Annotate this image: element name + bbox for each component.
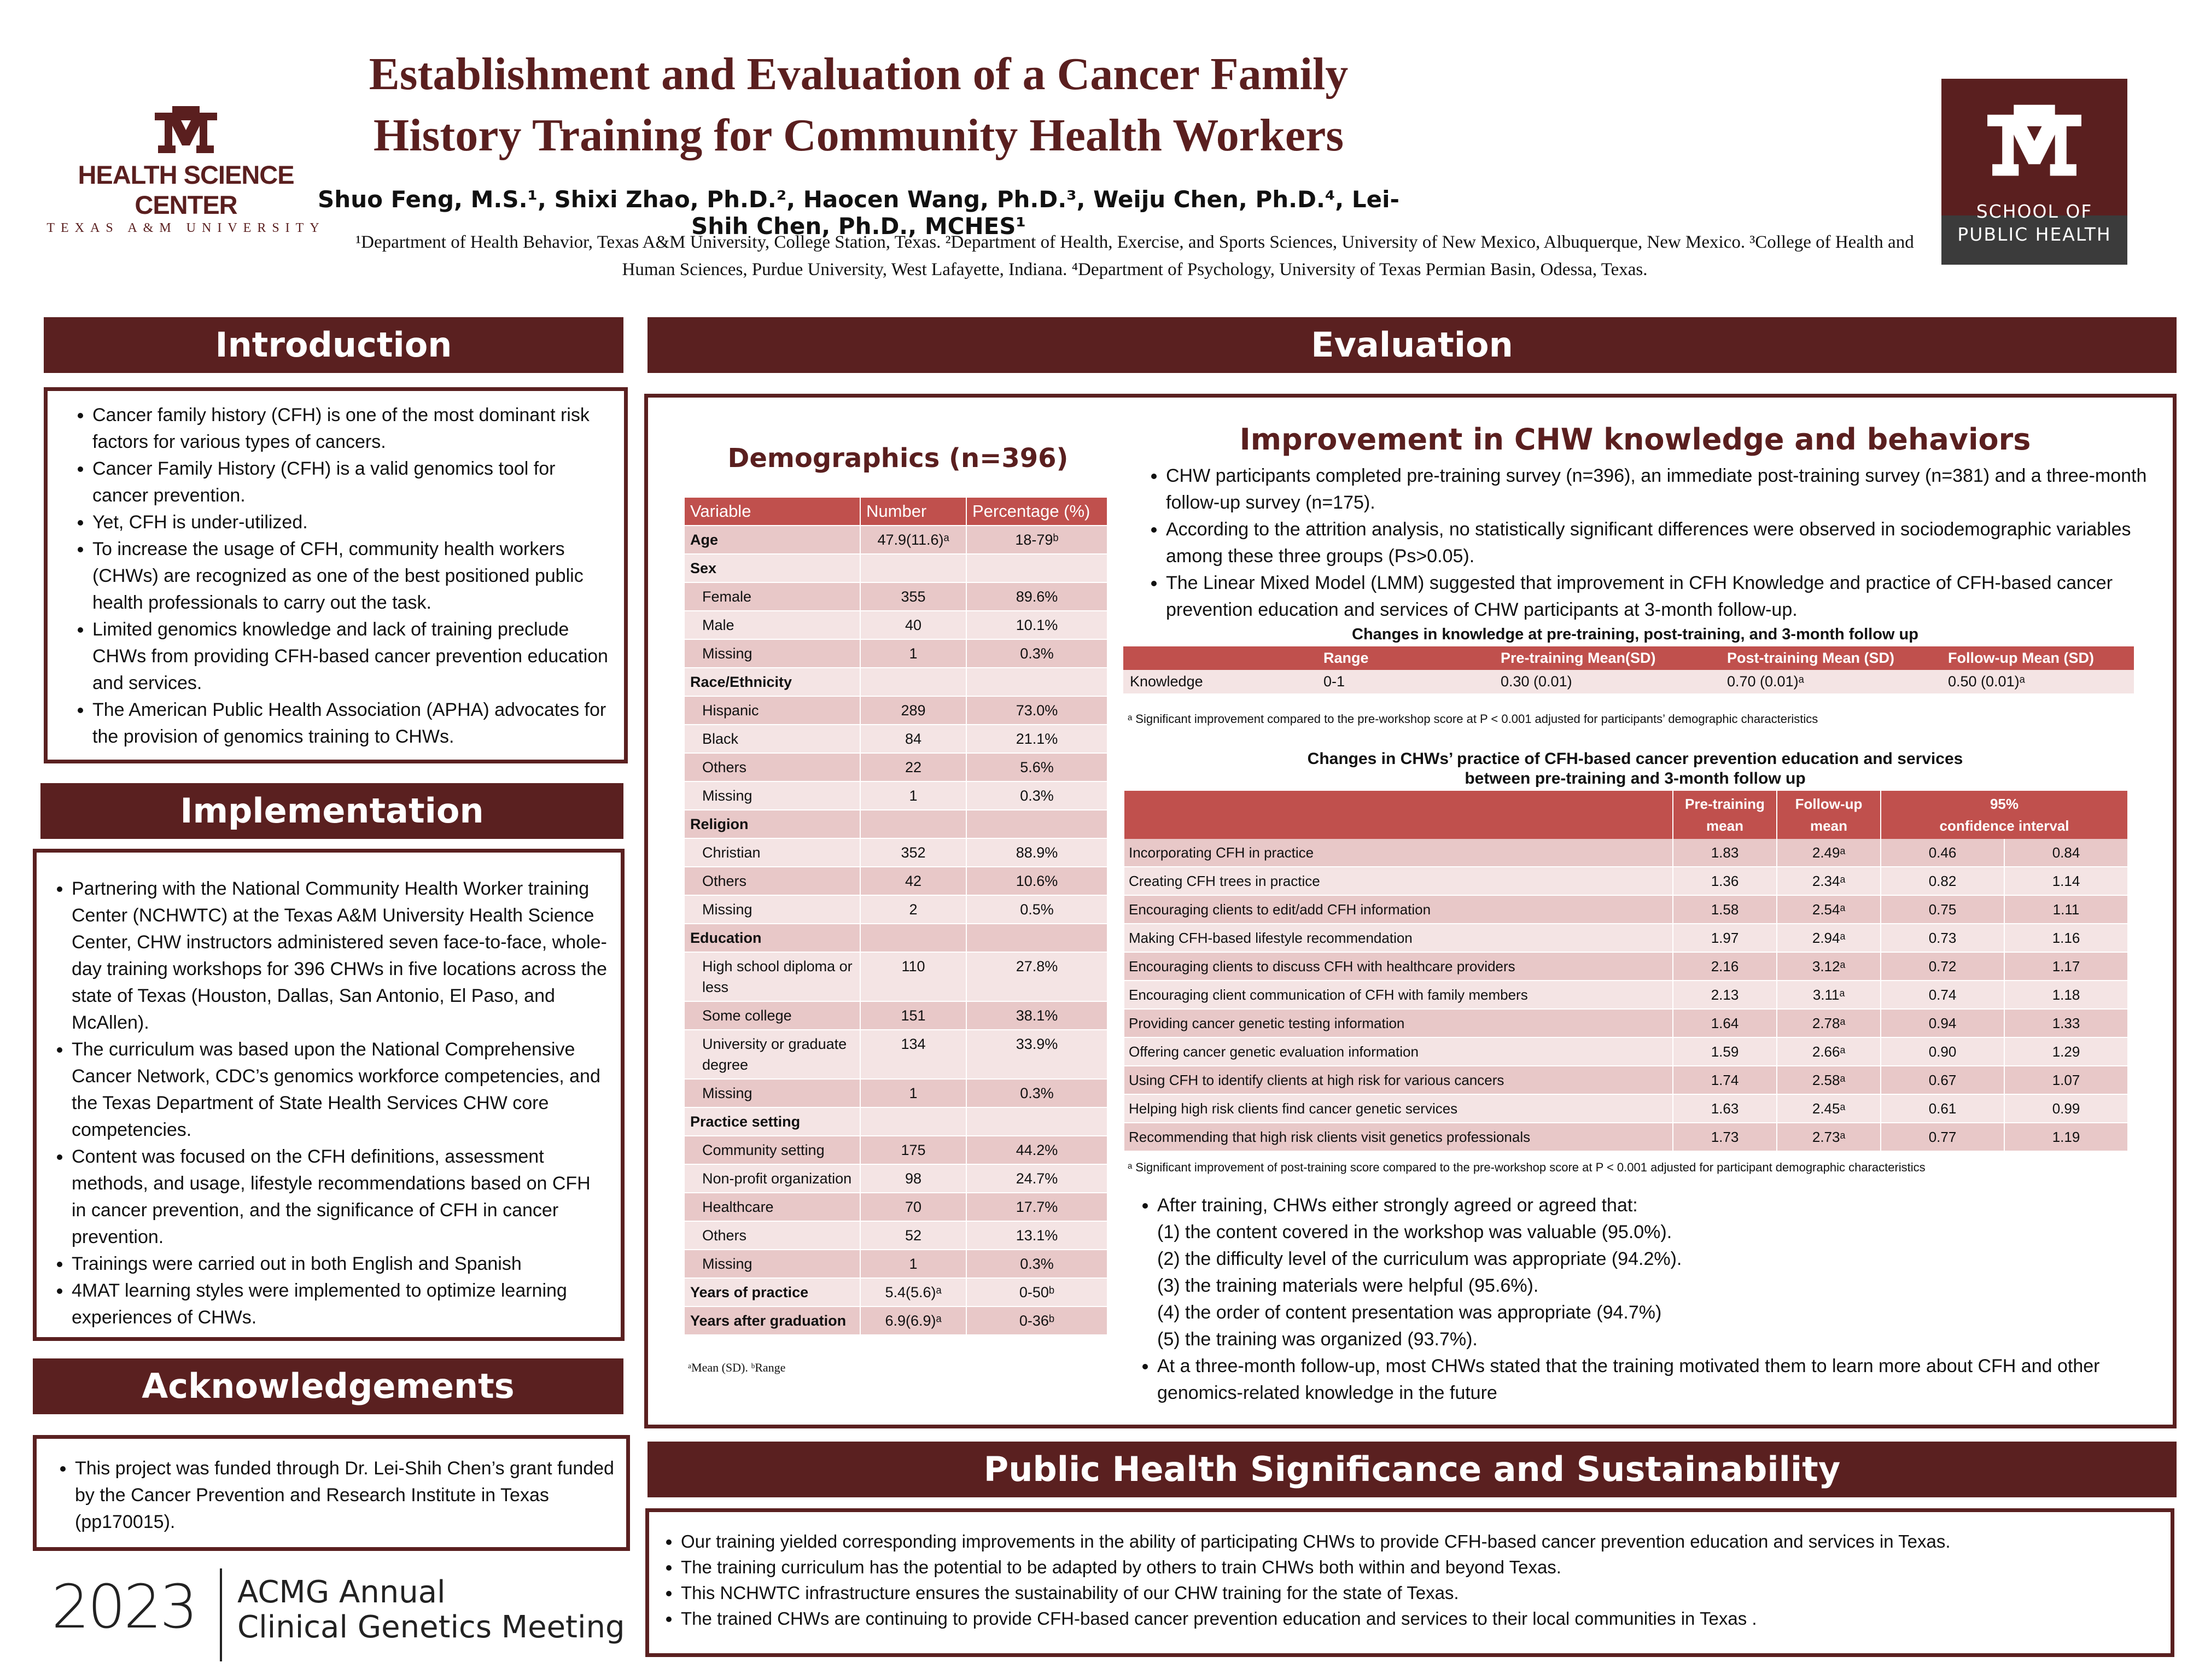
knowledge-table-title: Changes in knowledge at pre-training, post-training, and 3-month follow up bbox=[1352, 626, 1918, 643]
cell: Creating CFH trees in practice bbox=[1124, 867, 1673, 895]
header-text: Follow-up bbox=[1795, 796, 1863, 812]
cell: 289 bbox=[860, 696, 966, 725]
cell: 0.61 bbox=[1881, 1094, 2004, 1123]
cell: 1.83 bbox=[1673, 839, 1777, 867]
cell: Christian bbox=[685, 838, 860, 867]
cell: 98 bbox=[860, 1164, 966, 1193]
knowledge-footnote: ᵃ Significant improvement compared to the pre-workshop score at P < 0.001 adjusted for participants’ demographic characteristics bbox=[1128, 712, 1818, 726]
cell bbox=[966, 668, 1107, 696]
table-row bbox=[1124, 924, 2128, 952]
demographics-footnote: ᵃMean (SD). ᵇRange bbox=[688, 1361, 786, 1374]
after-item: (1) the content covered in the workshop was valuable (95.0%). bbox=[1157, 1222, 1672, 1242]
cell: 1.73 bbox=[1673, 1123, 1777, 1151]
after-item: (3) the training materials were helpful (95.6%). bbox=[1157, 1275, 1539, 1296]
table-row bbox=[685, 611, 1107, 639]
cell: Incorporating CFH in practice bbox=[1124, 839, 1673, 867]
cell: 1 bbox=[860, 1250, 966, 1278]
cell: 1.97 bbox=[1673, 924, 1777, 952]
table-row bbox=[1124, 1123, 2128, 1151]
table-row bbox=[685, 554, 1107, 582]
significance-list bbox=[649, 1529, 2160, 1631]
tamu-text: TEXAS A&M UNIVERSITY bbox=[46, 221, 325, 235]
improvement-list bbox=[1138, 463, 2172, 623]
cell: 0.74 bbox=[1881, 981, 2004, 1009]
cell: 0.90 bbox=[1881, 1037, 2004, 1066]
cell bbox=[860, 924, 966, 952]
table-row bbox=[685, 1193, 1107, 1221]
header-text: Pre-training bbox=[1685, 796, 1765, 812]
cell: 1.59 bbox=[1673, 1037, 1777, 1066]
cell: 40 bbox=[860, 611, 966, 639]
after-item: (5) the training was organized (93.7%). bbox=[1157, 1329, 1478, 1350]
cell: Others bbox=[685, 753, 860, 781]
table-row bbox=[1124, 1066, 2128, 1094]
cell: Missing bbox=[685, 639, 860, 668]
cell bbox=[966, 554, 1107, 582]
col-blank bbox=[1123, 646, 1317, 670]
cell: 0.67 bbox=[1881, 1066, 2004, 1094]
cell: 3.12ᵃ bbox=[1777, 952, 1881, 981]
cell: Age bbox=[685, 526, 860, 554]
list-item: • To increase the usage of CFH, community health workers (CHWs) are recognized as one of the best positioned public health professionals to carry out the task. bbox=[92, 536, 611, 616]
after-item: (2) the difficulty level of the curriculum was appropriate (94.2%). bbox=[1157, 1249, 1682, 1269]
cell: Offering cancer genetic evaluation information bbox=[1124, 1037, 1673, 1066]
col-post: Post-training Mean (SD) bbox=[1720, 646, 1941, 670]
cell: 2.73ᵃ bbox=[1777, 1123, 1881, 1151]
introduction-list bbox=[61, 402, 611, 750]
cell: 17.7% bbox=[966, 1193, 1107, 1221]
atm-logo-icon bbox=[150, 102, 221, 156]
cell: Community setting bbox=[685, 1136, 860, 1164]
cell: 73.0% bbox=[966, 696, 1107, 725]
hsc-text: HEALTH SCIENCE CENTER bbox=[78, 160, 294, 219]
table-row bbox=[685, 1278, 1107, 1306]
cell: Missing bbox=[685, 895, 860, 924]
list-item: • This NCHWTC infrastructure ensures the sustainability of our CHW training for the state of Texas. bbox=[681, 1580, 2160, 1606]
cell: Hispanic bbox=[685, 696, 860, 725]
list-item: • The trained CHWs are continuing to provide CFH-based cancer prevention education and services to their local communities in Texas . bbox=[681, 1606, 2160, 1631]
cell: 0.99 bbox=[2004, 1094, 2128, 1123]
cell: 110 bbox=[860, 952, 966, 1001]
cell: 10.6% bbox=[966, 867, 1107, 895]
cell: Non-profit organization bbox=[685, 1164, 860, 1193]
cell bbox=[860, 668, 966, 696]
list-item: • Partnering with the National Community Health Worker training Center (NCHWTC) at the Texas A&M University Health Science Center, CHW instructors administered seven face-to-face, whole-day training workshops for 396 CHWs in five locations across the state of Texas (Houston, Dallas, San Antonio, El Paso, and McAllen). bbox=[72, 876, 610, 1036]
header-text: confidence interval bbox=[1939, 818, 2069, 834]
table-row bbox=[1123, 670, 2134, 693]
implementation-heading: Implementation bbox=[40, 783, 623, 839]
table-row bbox=[685, 526, 1107, 554]
meeting-name bbox=[237, 1575, 625, 1645]
cell: 0.3% bbox=[966, 1079, 1107, 1107]
cell: 0.3% bbox=[966, 1250, 1107, 1278]
cell: 1 bbox=[860, 781, 966, 810]
cell: 89.6% bbox=[966, 582, 1107, 611]
cell: Sex bbox=[685, 554, 860, 582]
cell: 2.54ᵃ bbox=[1777, 895, 1881, 924]
cell: 3.11ᵃ bbox=[1777, 981, 1881, 1009]
practice-table-title bbox=[1127, 749, 2144, 789]
cell: 2.13 bbox=[1673, 981, 1777, 1009]
cell: 2.94ᵃ bbox=[1777, 924, 1881, 952]
cell: 52 bbox=[860, 1221, 966, 1250]
cell: 0.30 (0.01) bbox=[1494, 670, 1720, 693]
cell bbox=[966, 1107, 1107, 1136]
cell: 70 bbox=[860, 1193, 966, 1221]
cell: 0.73 bbox=[1881, 924, 2004, 952]
col-item bbox=[1124, 791, 1673, 839]
meeting-line1: ACMG Annual bbox=[237, 1574, 446, 1610]
cell: 0-50ᵇ bbox=[966, 1278, 1107, 1306]
cell: 1 bbox=[860, 1079, 966, 1107]
poster-title: Establishment and Evaluation of a Cancer Family History Training for Community Health Workers bbox=[369, 49, 1349, 161]
cell bbox=[966, 924, 1107, 952]
table-row bbox=[685, 582, 1107, 611]
table-row bbox=[685, 781, 1107, 810]
practice-table bbox=[1124, 791, 2128, 1152]
cell: 2.66ᵃ bbox=[1777, 1037, 1881, 1066]
cell: 1.07 bbox=[2004, 1066, 2128, 1094]
cell: 44.2% bbox=[966, 1136, 1107, 1164]
list-item: • The training curriculum has the potential to be adapted by others to train CHWs both within and beyond Texas. bbox=[681, 1554, 2160, 1580]
after-training-list bbox=[1131, 1192, 2174, 1407]
cell: 0-36ᵇ bbox=[966, 1306, 1107, 1335]
table-row bbox=[685, 753, 1107, 781]
list-item: • This project was funded through Dr. Lei-Shih Chen’s grant funded by the Cancer Prevention and Research Institute in Texas (pp170015). bbox=[75, 1455, 615, 1536]
cell: 355 bbox=[860, 582, 966, 611]
cell: 1.63 bbox=[1673, 1094, 1777, 1123]
table-row bbox=[1124, 952, 2128, 981]
demographics-title: Demographics (n=396) bbox=[727, 443, 1069, 474]
table-row bbox=[685, 867, 1107, 895]
table-row bbox=[685, 1107, 1107, 1136]
meeting-divider bbox=[220, 1568, 222, 1661]
col-variable: Variable bbox=[685, 498, 860, 526]
cell: 2.16 bbox=[1673, 952, 1777, 981]
list-item: • 4MAT learning styles were implemented to optimize learning experiences of CHWs. bbox=[72, 1278, 610, 1331]
cell: 18-79ᵇ bbox=[966, 526, 1107, 554]
list-item: • The curriculum was based upon the National Comprehensive Cancer Network, CDC’s genomics workforce competencies, and the Texas Department of State Health Services CHW core competencies. bbox=[72, 1036, 610, 1144]
table-row bbox=[1124, 867, 2128, 895]
list-item: • The Linear Mixed Model (LMM) suggested that improvement in CFH Knowledge and practice of CFH-based cancer prevention education and services of CHW participants at 3-month follow-up. bbox=[1166, 570, 2172, 623]
practice-footnote: ᵃ Significant improvement of post-training score compared to the pre-workshop score at P < 0.001 adjusted for participant demographic characteristics bbox=[1128, 1160, 1926, 1174]
cell: 0-1 bbox=[1317, 670, 1494, 693]
list-item: • Cancer family history (CFH) is one of the most dominant risk factors for various types of cancers. bbox=[92, 402, 611, 456]
cell: 2.34ᵃ bbox=[1777, 867, 1881, 895]
cell: 175 bbox=[860, 1136, 966, 1164]
list-item: • Our training yielded corresponding improvements in the ability of participating CHWs to provide CFH-based cancer prevention education and services in Texas. bbox=[681, 1529, 2160, 1554]
cell: 88.9% bbox=[966, 838, 1107, 867]
cell: 38.1% bbox=[966, 1001, 1107, 1030]
col-pre-mean bbox=[1673, 791, 1777, 839]
cell: 1.18 bbox=[2004, 981, 2128, 1009]
cell: 352 bbox=[860, 838, 966, 867]
cell: 2 bbox=[860, 895, 966, 924]
cell bbox=[860, 1107, 966, 1136]
cell: University or graduate degree bbox=[685, 1030, 860, 1079]
acmg-meeting-logo bbox=[51, 1568, 625, 1667]
cell: 0.82 bbox=[1881, 867, 2004, 895]
cell: 0.84 bbox=[2004, 839, 2128, 867]
cell: 2.78ᵃ bbox=[1777, 1009, 1881, 1037]
affiliations bbox=[355, 229, 1914, 283]
col-pre: Pre-training Mean(SD) bbox=[1494, 646, 1720, 670]
table-row bbox=[685, 696, 1107, 725]
demographics-rows bbox=[685, 526, 1107, 1335]
list-item: • CHW participants completed pre-training survey (n=396), an immediate post-training survey (n=381) and a three-month follow-up survey (n=175). bbox=[1166, 463, 2172, 516]
evaluation-heading: Evaluation bbox=[648, 317, 2177, 373]
cell: 0.3% bbox=[966, 639, 1107, 668]
cell: Knowledge bbox=[1123, 670, 1317, 693]
sph-line1: SCHOOL OF bbox=[1976, 201, 2093, 222]
table-row bbox=[1124, 1009, 2128, 1037]
table-row bbox=[685, 639, 1107, 668]
table-row bbox=[685, 952, 1107, 1001]
col-followup: Follow-up Mean (SD) bbox=[1941, 646, 2134, 670]
atm-logo-icon bbox=[1981, 93, 2088, 186]
list-item: • Trainings were carried out in both English and Spanish bbox=[72, 1251, 610, 1278]
cell: Recommending that high risk clients visit genetics professionals bbox=[1124, 1123, 1673, 1151]
cell: 33.9% bbox=[966, 1030, 1107, 1079]
knowledge-table bbox=[1123, 646, 2134, 693]
table-row bbox=[685, 924, 1107, 952]
col-ci bbox=[1881, 791, 2128, 839]
cell: Providing cancer genetic testing information bbox=[1124, 1009, 1673, 1037]
cell: 1.36 bbox=[1673, 867, 1777, 895]
cell: Encouraging client communication of CFH with family members bbox=[1124, 981, 1673, 1009]
cell: 13.1% bbox=[966, 1221, 1107, 1250]
introduction-heading: Introduction bbox=[44, 317, 623, 373]
cell: Missing bbox=[685, 1250, 860, 1278]
cell bbox=[860, 554, 966, 582]
col-followup-mean bbox=[1777, 791, 1881, 839]
practice-title-line2: between pre-training and 3-month follow up bbox=[1465, 769, 1806, 788]
cell: 42 bbox=[860, 867, 966, 895]
cell: 151 bbox=[860, 1001, 966, 1030]
list-item bbox=[1157, 1192, 2174, 1353]
cell: Years after graduation bbox=[685, 1306, 860, 1335]
affiliations-text: ¹Department of Health Behavior, Texas A&M University, College Station, Texas. ²Department of Health, Exercise, and Sports Sciences, University of New Mexico, Albuquerque, New Mexico. ³College of Health and Human Sciences, Purdue University, West Lafayette, Indiana. ⁴Department of Psychology, University of Texas Permian Basin, Odessa, Texas. bbox=[355, 232, 1914, 279]
sph-line2: PUBLIC HEALTH bbox=[1957, 224, 2111, 245]
school-of-public-health-logo bbox=[1941, 79, 2127, 265]
acknowledgements-box bbox=[33, 1435, 630, 1551]
table-row bbox=[685, 1001, 1107, 1030]
acknowledgements-list bbox=[43, 1455, 615, 1536]
cell: 2.45ᵃ bbox=[1777, 1094, 1881, 1123]
table-row bbox=[685, 1030, 1107, 1079]
acknowledgements-heading: Acknowledgements bbox=[33, 1358, 623, 1414]
cell bbox=[966, 810, 1107, 838]
cell: 21.1% bbox=[966, 725, 1107, 753]
cell: 1.29 bbox=[2004, 1037, 2128, 1066]
cell: Female bbox=[685, 582, 860, 611]
table-row bbox=[1124, 1094, 2128, 1123]
cell: 0.50 (0.01)ᵃ bbox=[1941, 670, 2134, 693]
significance-heading: Public Health Significance and Sustainability bbox=[648, 1442, 2177, 1497]
cell: 134 bbox=[860, 1030, 966, 1079]
author-list: Shuo Feng, M.S.¹, Shixi Zhao, Ph.D.², Haocen Wang, Ph.D.³, Weiju Chen, Ph.D.⁴, Lei-Shih Chen, Ph.D., MCHES¹ bbox=[318, 186, 1399, 240]
cell: Education bbox=[685, 924, 860, 952]
table-row bbox=[685, 725, 1107, 753]
cell: 1.33 bbox=[2004, 1009, 2128, 1037]
table-row bbox=[685, 810, 1107, 838]
list-item: • The American Public Health Association (APHA) advocates for the provision of genomics training to CHWs. bbox=[92, 697, 611, 750]
practice-rows bbox=[1124, 839, 2128, 1151]
cell: Male bbox=[685, 611, 860, 639]
cell: Years of practice bbox=[685, 1278, 860, 1306]
list-item: • Content was focused on the CFH definitions, assessment methods, and usage, lifestyle recommendations based on CFH in cancer prevention, and the significance of CFH in cancer prevention. bbox=[72, 1144, 610, 1251]
cell: Race/Ethnicity bbox=[685, 668, 860, 696]
cell: 5.6% bbox=[966, 753, 1107, 781]
significance-box bbox=[645, 1508, 2174, 1657]
meeting-line2: Clinical Genetics Meeting bbox=[237, 1609, 625, 1645]
cell: 0.5% bbox=[966, 895, 1107, 924]
introduction-box bbox=[44, 387, 628, 763]
cell: 84 bbox=[860, 725, 966, 753]
header-text: 95% bbox=[1990, 796, 2019, 812]
cell: 1.58 bbox=[1673, 895, 1777, 924]
cell: 0.75 bbox=[1881, 895, 2004, 924]
implementation-box bbox=[33, 849, 625, 1341]
cell: 0.3% bbox=[966, 781, 1107, 810]
cell: 1.14 bbox=[2004, 867, 2128, 895]
cell: 1.19 bbox=[2004, 1123, 2128, 1151]
list-item: • Limited genomics knowledge and lack of training preclude CHWs from providing CFH-based cancer prevention education and services. bbox=[92, 616, 611, 697]
cell: Some college bbox=[685, 1001, 860, 1030]
cell: 1.64 bbox=[1673, 1009, 1777, 1037]
list-item: • Cancer Family History (CFH) is a valid genomics tool for cancer prevention. bbox=[92, 456, 611, 509]
list-item: • Yet, CFH is under-utilized. bbox=[92, 509, 611, 536]
cell: 1.17 bbox=[2004, 952, 2128, 981]
sph-text bbox=[1941, 200, 2127, 246]
cell: Missing bbox=[685, 781, 860, 810]
cell: 2.49ᵃ bbox=[1777, 839, 1881, 867]
table-row bbox=[685, 1250, 1107, 1278]
cell: 47.9(11.6)ᵃ bbox=[860, 526, 966, 554]
health-science-center-logo bbox=[44, 102, 328, 235]
cell: 0.77 bbox=[1881, 1123, 2004, 1151]
cell: Helping high risk clients find cancer genetic services bbox=[1124, 1094, 1673, 1123]
cell: 0.72 bbox=[1881, 952, 2004, 981]
cell: 10.1% bbox=[966, 611, 1107, 639]
cell: 0.94 bbox=[1881, 1009, 2004, 1037]
list-item: • At a three-month follow-up, most CHWs stated that the training motivated them to learn more about CFH and other genomics-related knowledge in the future bbox=[1157, 1353, 2174, 1407]
table-row bbox=[1124, 1037, 2128, 1066]
after-item: (4) the order of content presentation was appropriate (94.7%) bbox=[1157, 1302, 1662, 1323]
cell: Encouraging clients to edit/add CFH information bbox=[1124, 895, 1673, 924]
cell: High school diploma or less bbox=[685, 952, 860, 1001]
implementation-list bbox=[40, 876, 610, 1331]
table-row bbox=[685, 838, 1107, 867]
cell: Making CFH-based lifestyle recommendation bbox=[1124, 924, 1673, 952]
table-row bbox=[685, 668, 1107, 696]
list-item: • According to the attrition analysis, no statistically significant differences were observed in sociodemographic variables among these three groups (Ps>0.05). bbox=[1166, 516, 2172, 570]
cell: 0.70 (0.01)ᵃ bbox=[1720, 670, 1941, 693]
cell: 27.8% bbox=[966, 952, 1107, 1001]
cell: 5.4(5.6)ᵃ bbox=[860, 1278, 966, 1306]
table-row bbox=[1124, 839, 2128, 867]
cell: 1 bbox=[860, 639, 966, 668]
cell bbox=[860, 810, 966, 838]
cell: Practice setting bbox=[685, 1107, 860, 1136]
cell: 6.9(6.9)ᵃ bbox=[860, 1306, 966, 1335]
cell: Black bbox=[685, 725, 860, 753]
table-row bbox=[685, 1164, 1107, 1193]
cell: 0.46 bbox=[1881, 839, 2004, 867]
cell: Using CFH to identify clients at high risk for various cancers bbox=[1124, 1066, 1673, 1094]
table-row bbox=[685, 1221, 1107, 1250]
table-row bbox=[685, 1079, 1107, 1107]
cell: 1.16 bbox=[2004, 924, 2128, 952]
cell: 24.7% bbox=[966, 1164, 1107, 1193]
cell: 2.58ᵃ bbox=[1777, 1066, 1881, 1094]
table-row bbox=[1124, 895, 2128, 924]
cell: 22 bbox=[860, 753, 966, 781]
cell: Healthcare bbox=[685, 1193, 860, 1221]
cell: Encouraging clients to discuss CFH with healthcare providers bbox=[1124, 952, 1673, 981]
cell: Religion bbox=[685, 810, 860, 838]
col-number: Number bbox=[860, 498, 966, 526]
after-bullet-text: • After training, CHWs either strongly agreed or agreed that: bbox=[1157, 1195, 1638, 1216]
cell: Missing bbox=[685, 1079, 860, 1107]
col-percentage: Percentage (%) bbox=[966, 498, 1107, 526]
table-row bbox=[1124, 981, 2128, 1009]
header-text: mean bbox=[1810, 818, 1847, 834]
cell: Others bbox=[685, 867, 860, 895]
table-row bbox=[685, 1306, 1107, 1335]
cell: 1.11 bbox=[2004, 895, 2128, 924]
table-row bbox=[685, 895, 1107, 924]
meeting-year: 2023 bbox=[51, 1572, 196, 1642]
improvement-title: Improvement in CHW knowledge and behaviors bbox=[1239, 422, 2031, 457]
cell: Others bbox=[685, 1221, 860, 1250]
practice-title-line1: Changes in CHWs’ practice of CFH-based cancer prevention education and services bbox=[1307, 750, 1963, 768]
table-row bbox=[685, 1136, 1107, 1164]
header-text: mean bbox=[1706, 818, 1743, 834]
col-range: Range bbox=[1317, 646, 1494, 670]
demographics-table bbox=[685, 498, 1108, 1335]
cell: 1.74 bbox=[1673, 1066, 1777, 1094]
